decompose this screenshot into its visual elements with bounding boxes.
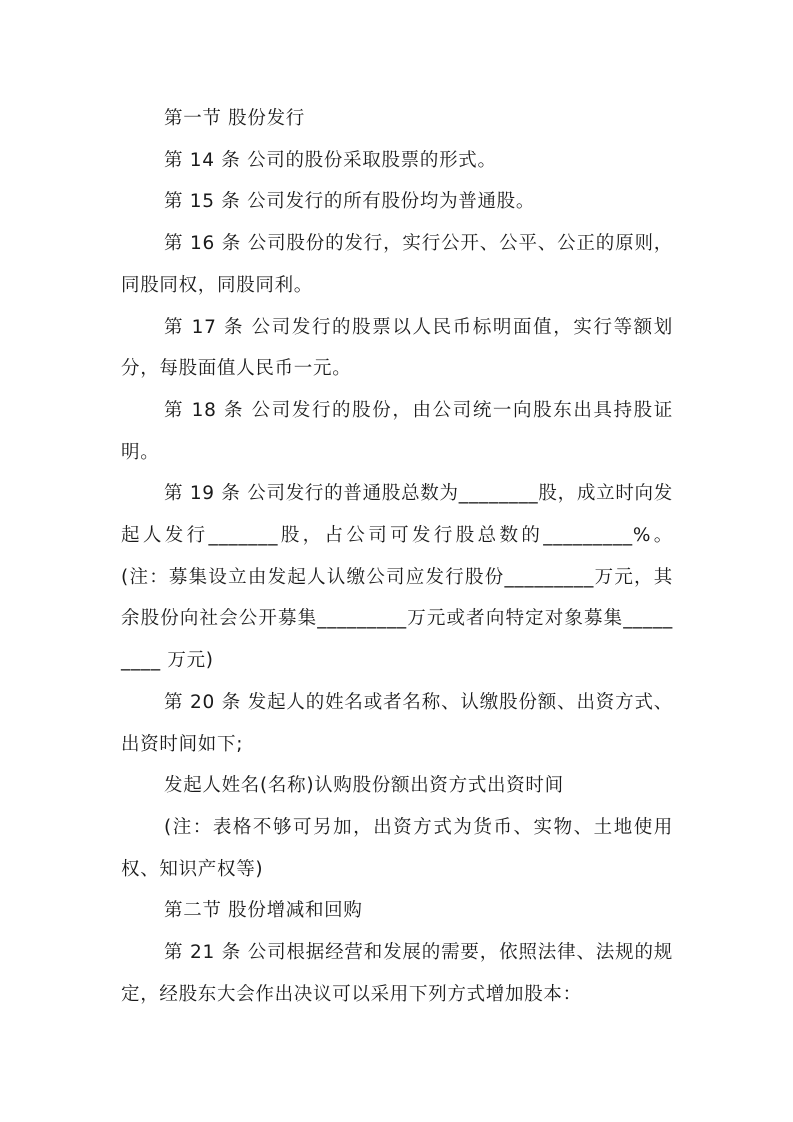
article-19: 第 19 条 公司发行的普通股总数为________股，成立时向发起人发行_______股，占公司可发行股总数的_________%。 (注：募集设立由发起人认缴公司应发行股份_________万元，其余股份向社会公开募集_________万元或者向特定对象募集_________ 万元) [121,483,673,672]
article-16: 第 16 条 公司股份的发行，实行公开、公平、公正的原则，同股同权，同股同利。 [121,233,673,296]
article-18: 第 18 条 公司发行的股份，由公司统一向股东出具持股证明。 [121,399,673,463]
article-17: 第 17 条 公司发行的股票以人民币标明面值，实行等额划分，每股面值人民币一元。 [121,316,673,380]
founder-table-header: 发起人姓名(名称)认购股份额出资方式出资时间 [164,775,564,797]
article-21: 第 21 条 公司根据经营和发展的需要，依照法律、法规的规定，经股东大会作出决议可以采用下列方式增加股本： [121,942,673,1005]
document-body [121,98,673,1015]
article-15: 第 15 条 公司发行的所有股份均为普通股。 [164,191,536,213]
article-20: 第 20 条 发起人的姓名或者名称、认缴股份额、出资方式、出资时间如下; [121,691,673,755]
table-note: (注：表格不够可另加，出资方式为货币、实物、土地使用权、知识产权等) [121,816,673,880]
section-heading-share-issuance: 第一节 股份发行 [164,108,305,129]
article-14: 第 14 条 公司的股份采取股票的形式。 [164,149,497,171]
section-heading-share-change: 第二节 股份增减和回购 [164,900,363,922]
